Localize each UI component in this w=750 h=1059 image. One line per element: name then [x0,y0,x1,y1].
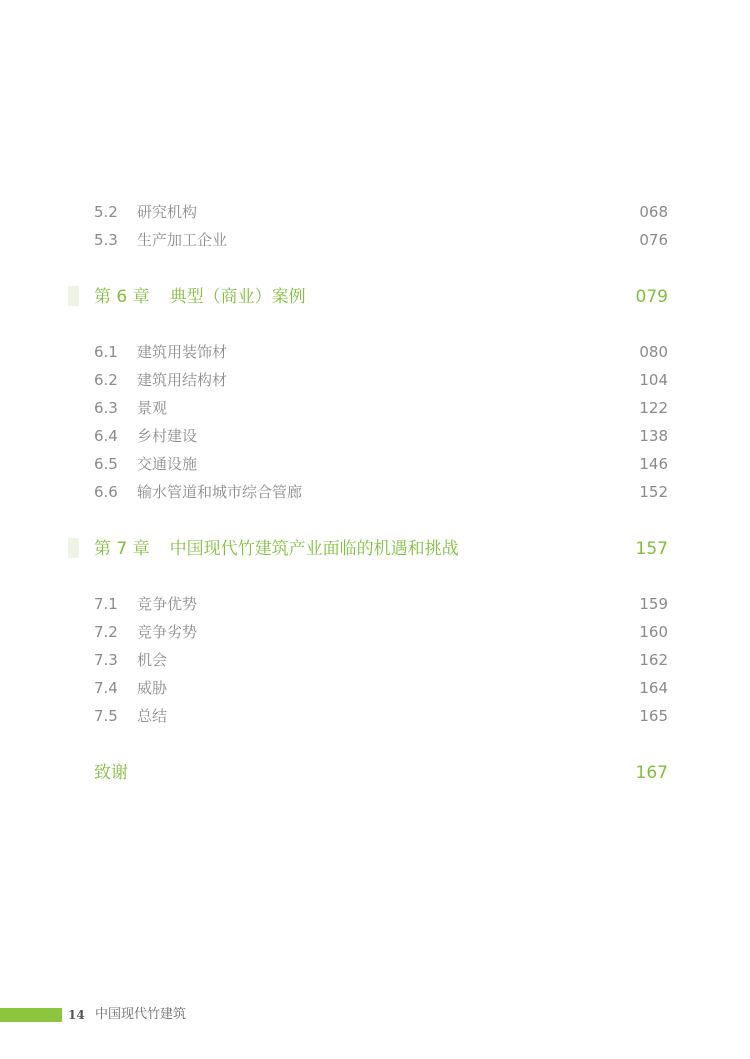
dot-leader [169,398,637,413]
section-number: 7.1 [94,595,118,613]
toc-entry-6-2[interactable] [94,369,668,391]
dot-leader [169,706,637,721]
dot-leader [304,482,637,497]
section-number: 7.3 [94,651,118,669]
section-title: 输水管道和城市综合管廊 [137,483,303,501]
section-title: 研究机构 [137,203,198,221]
toc-entry-6-4[interactable] [94,425,668,447]
page-number: 159 [639,595,668,613]
page-number: 165 [639,707,668,725]
section-number: 6.2 [94,371,118,389]
chapter-number: 第 6 章 [94,287,150,307]
dot-leader [199,594,637,609]
chapter-title: 中国现代竹建筑产业面临的机遇和挑战 [169,539,459,559]
section-title: 建筑用装饰材 [137,343,228,361]
section-title: 生产加工企业 [137,231,228,249]
toc-entry-5-2[interactable] [94,201,668,223]
dot-leader [199,426,637,441]
section-title: 竞争优势 [137,595,198,613]
section-number: 5.2 [94,203,118,221]
dot-leader [169,678,637,693]
toc-entry-7-5[interactable] [94,705,668,727]
page-number: 076 [639,231,668,249]
section-number: 6.5 [94,455,118,473]
page-number: 068 [639,203,668,221]
toc-entry-7-3[interactable] [94,649,668,671]
page-number: 080 [639,343,668,361]
section-title: 竞争劣势 [137,623,198,641]
acknowledgements-title: 致谢 [94,763,128,783]
section-number: 6.1 [94,343,118,361]
section-number: 7.4 [94,679,118,697]
section-title: 交通设施 [137,455,198,473]
section-number: 6.6 [94,483,118,501]
section-title: 景观 [137,399,168,417]
chapter-title: 典型（商业）案例 [169,287,306,307]
toc-entry-6-1[interactable] [94,341,668,363]
page-number: 160 [639,623,668,641]
toc-entry-7-4[interactable] [94,677,668,699]
chapter-number: 第 7 章 [94,539,150,559]
toc-entry-6-6[interactable] [94,481,668,503]
section-number: 5.3 [94,231,118,249]
dot-leader [229,230,637,245]
section-number: 6.4 [94,427,118,445]
toc-entry-7-1[interactable] [94,593,668,615]
dot-leader [169,650,637,665]
dot-leader [130,761,634,778]
section-title: 机会 [137,651,168,669]
section-title: 总结 [137,707,168,725]
toc-entry-6-5[interactable] [94,453,668,475]
page-number: 122 [639,399,668,417]
dot-leader [199,202,637,217]
toc-entry-7-2[interactable] [94,621,668,643]
chapter-marker [68,286,79,306]
dot-leader [229,342,637,357]
section-number: 7.2 [94,623,118,641]
section-title: 威胁 [137,679,168,697]
footer-book-title: 中国现代竹建筑 [95,1007,187,1022]
page-number: 104 [639,371,668,389]
section-number: 6.3 [94,399,118,417]
section-number: 7.5 [94,707,118,725]
page-number: 079 [635,287,668,307]
chapter-marker [68,538,79,558]
footer-accent-bar [0,1008,62,1022]
page-number: 146 [639,455,668,473]
dot-leader [199,454,637,469]
footer-page-number: 14 [68,1008,85,1022]
page-number: 167 [635,763,668,783]
page-number: 157 [635,539,668,559]
toc-entry-5-3[interactable] [94,229,668,251]
dot-leader [461,537,634,554]
section-title: 建筑用结构材 [137,371,228,389]
dot-leader [308,285,634,302]
section-title: 乡村建设 [137,427,198,445]
page-number: 152 [639,483,668,501]
toc-chapter-6[interactable] [94,284,668,310]
page-number: 164 [639,679,668,697]
page-number: 162 [639,651,668,669]
toc-acknowledgements[interactable] [94,760,668,786]
dot-leader [229,370,637,385]
dot-leader [199,622,637,637]
toc-chapter-7[interactable] [94,536,668,562]
page-number: 138 [639,427,668,445]
toc-entry-6-3[interactable] [94,397,668,419]
